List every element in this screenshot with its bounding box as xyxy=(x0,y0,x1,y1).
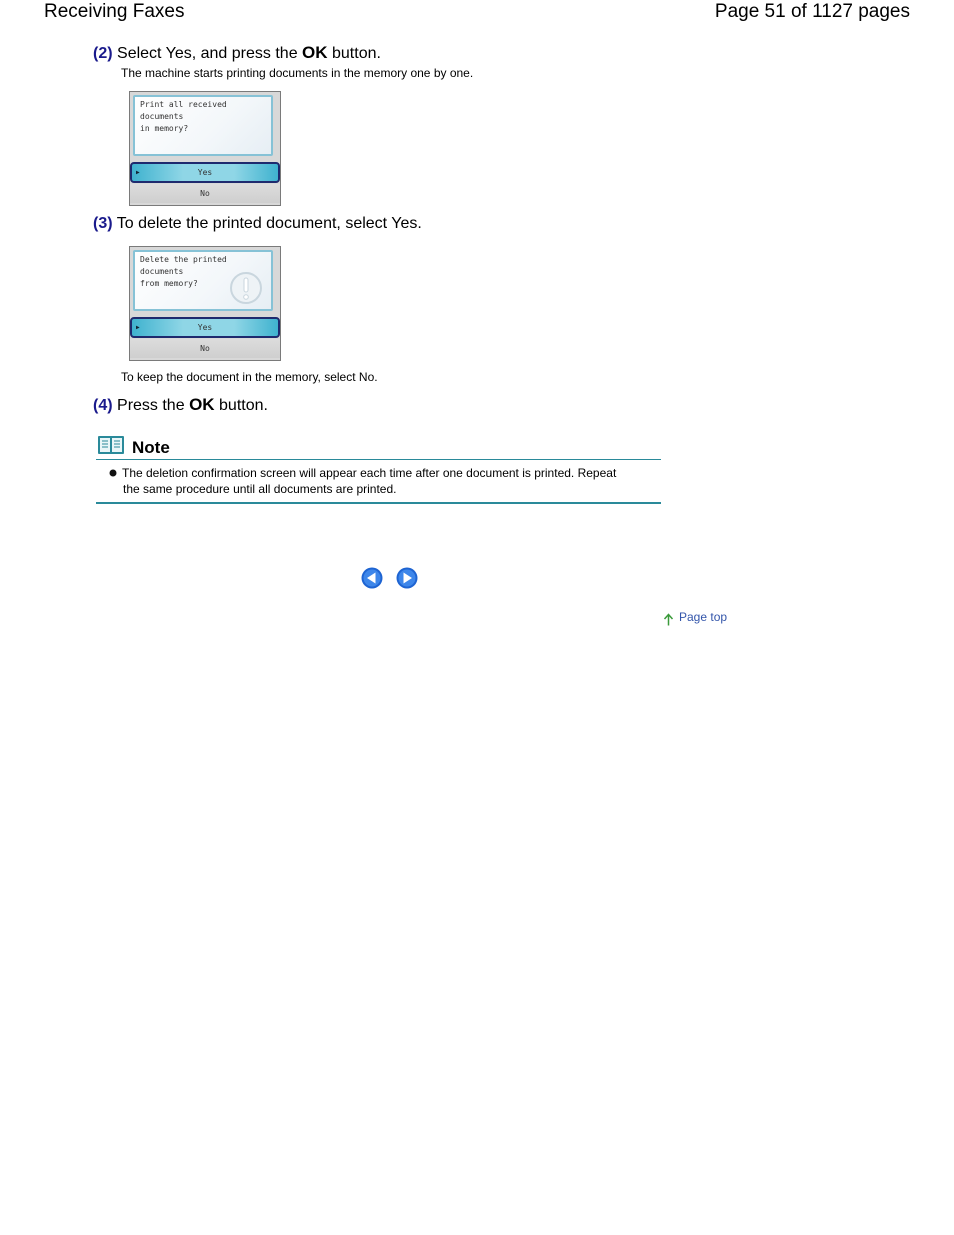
lcd-yes-option xyxy=(130,317,280,338)
selection-arrow-icon: ▶ xyxy=(136,169,140,176)
note-text-line: the same procedure until all documents are printed. xyxy=(123,482,397,496)
step-number: (2) xyxy=(93,45,113,62)
step-2-description: The machine starts printing documents in the memory one by one. xyxy=(121,66,474,80)
step-text-end: button. xyxy=(219,397,268,414)
warning-icon xyxy=(229,271,263,305)
note-text-line: The deletion confirmation screen will appear each time after one document is printed. Repeat xyxy=(122,466,617,480)
document-title: Receiving Faxes xyxy=(44,1,185,22)
ok-label: OK xyxy=(189,395,215,414)
lcd-no-option: No xyxy=(130,184,280,203)
step-4 xyxy=(93,395,268,416)
note-book-icon xyxy=(97,434,125,456)
lcd-yes-label: Yes xyxy=(197,168,213,177)
step-text: Press the xyxy=(117,397,185,414)
step-text: Select Yes, and press the xyxy=(117,45,298,62)
step-2 xyxy=(93,43,381,64)
lcd-yes-option xyxy=(130,162,280,183)
lcd-screen-print-confirm xyxy=(129,91,281,206)
lcd-message-line: from memory? xyxy=(140,279,198,288)
ok-label: OK xyxy=(302,43,328,62)
lcd-yes-label: Yes xyxy=(197,323,213,332)
lcd-message-line: Delete the printed documents xyxy=(140,255,227,276)
note-divider-top xyxy=(96,459,661,460)
lcd-message-line: in memory? xyxy=(140,124,189,133)
step-text-end: button. xyxy=(332,45,381,62)
step-text: To delete the printed document, select Yes. xyxy=(116,215,422,232)
note-divider-bottom xyxy=(96,502,661,504)
note-title: Note xyxy=(132,438,170,457)
page-counter: Page 51 of 1127 pages xyxy=(714,1,910,22)
step-3 xyxy=(93,214,422,234)
previous-page-icon[interactable] xyxy=(361,567,383,589)
selection-arrow-icon: ▶ xyxy=(136,324,140,331)
lcd-screen-delete-confirm xyxy=(129,246,281,361)
step-number: (4) xyxy=(93,397,113,414)
page-top-link[interactable]: Page top xyxy=(679,610,728,624)
lcd-message xyxy=(133,250,273,311)
lcd-message xyxy=(133,95,273,156)
step-3-note: To keep the document in the memory, select No. xyxy=(121,370,378,384)
next-page-icon[interactable] xyxy=(396,567,418,589)
bullet-icon xyxy=(109,469,117,477)
lcd-no-option: No xyxy=(130,339,280,358)
step-number: (3) xyxy=(93,215,113,232)
up-arrow-icon[interactable] xyxy=(663,613,674,626)
lcd-message-line: Print all received documents xyxy=(140,100,227,121)
